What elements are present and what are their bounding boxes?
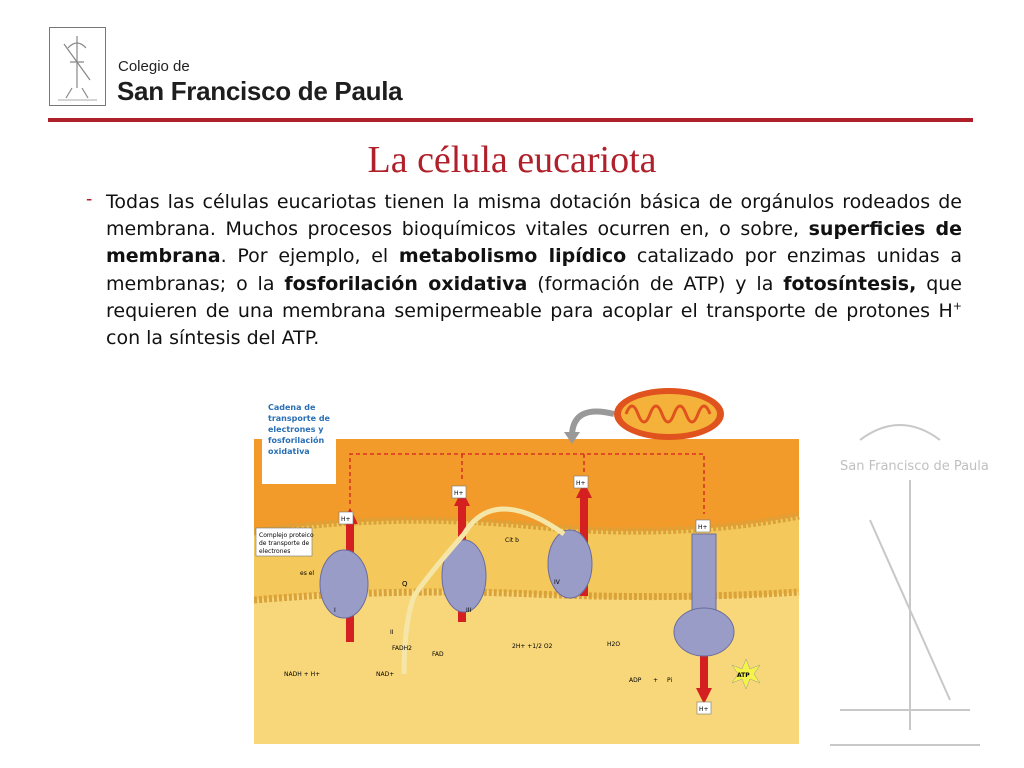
nad-label: NAD+ [376, 671, 395, 678]
complex-label: de transporte de [259, 540, 310, 547]
text-run: que requieren de una membrana semipermeable para acoplar el transporte de protones H [106, 272, 962, 322]
text-run: con la síntesis del ATP. [106, 327, 320, 350]
caption-line: oxidativa [268, 447, 310, 456]
bold-term: fotosíntesis, [783, 272, 917, 295]
complex-iv-label: IV [554, 579, 560, 586]
bullet-dash: - [86, 189, 93, 210]
complex-iii-label: III [466, 607, 472, 614]
complex-label: Complejo proteico [259, 532, 314, 539]
zoom-arrow [572, 412, 614, 435]
text-run: Todas las células eucariotas tienen la misma dotación básica de orgánulos rodeados de membrana. Muchos procesos bioquímicos vitales ocurren en, o sobre, [106, 191, 962, 241]
plus-label: + [653, 677, 659, 684]
h-plus-label: H+ [699, 706, 709, 713]
fad-label: FAD [432, 651, 444, 658]
watermark-crest-icon [800, 400, 1000, 760]
superscript-plus: + [952, 299, 962, 313]
oxygen-label: 2H+ +1/2 O2 [512, 643, 553, 650]
school-crest-logo [49, 27, 106, 106]
complex-i [320, 550, 368, 618]
mitochondrion-icon [614, 388, 724, 440]
electron-transport-diagram [254, 384, 814, 744]
pi-label: Pi [667, 677, 673, 684]
nadh-label: NADH + H+ [284, 671, 321, 678]
water-label: H2O [607, 641, 621, 648]
watermark-text: San Francisco de Paula [840, 459, 989, 474]
fadh2-label: FADH2 [392, 645, 412, 652]
caption-line: fosforilación [268, 436, 325, 445]
h-plus-label: H+ [576, 480, 586, 487]
h-plus-label: H+ [454, 490, 464, 497]
bold-term: fosforilación oxidativa [284, 272, 528, 295]
watermark-sketch [800, 400, 1000, 764]
bold-term: metabolismo lipídico [398, 245, 627, 268]
atp-label: ATP [737, 672, 750, 679]
complex-iv [548, 530, 592, 598]
h-plus-label: H+ [698, 524, 708, 531]
logo-school-prefix: Colegio de [118, 58, 190, 75]
caption-line: transporte de [268, 414, 330, 423]
body-paragraph [106, 189, 962, 352]
bold-term: superficies de membrana [106, 218, 962, 268]
adp-label: ADP [629, 677, 642, 684]
complex-ii-label: II [390, 629, 394, 636]
caption-line: Cadena de [268, 403, 316, 412]
school-crest-icon [50, 28, 105, 105]
header-divider [48, 118, 973, 122]
text-run: (formación de ATP) y la [527, 272, 784, 295]
text-run: . Por ejemplo, el [220, 245, 399, 268]
text-run: catalizado por enzimas unidas a membranas; o la [106, 245, 962, 295]
q-label: Q [402, 580, 408, 588]
h-plus-label: H+ [341, 516, 351, 523]
complex-i-label: I [334, 607, 336, 614]
cit-b-label: Cit b [505, 537, 519, 544]
electron-transport-figure [254, 384, 814, 744]
complex-label: electrones [259, 548, 291, 555]
logo-school-name: San Francisco de Paula [117, 76, 403, 106]
slide-title: La célula eucariota [367, 139, 657, 181]
caption-line: electrones y [268, 425, 324, 434]
es-el-label: es el [300, 570, 315, 577]
